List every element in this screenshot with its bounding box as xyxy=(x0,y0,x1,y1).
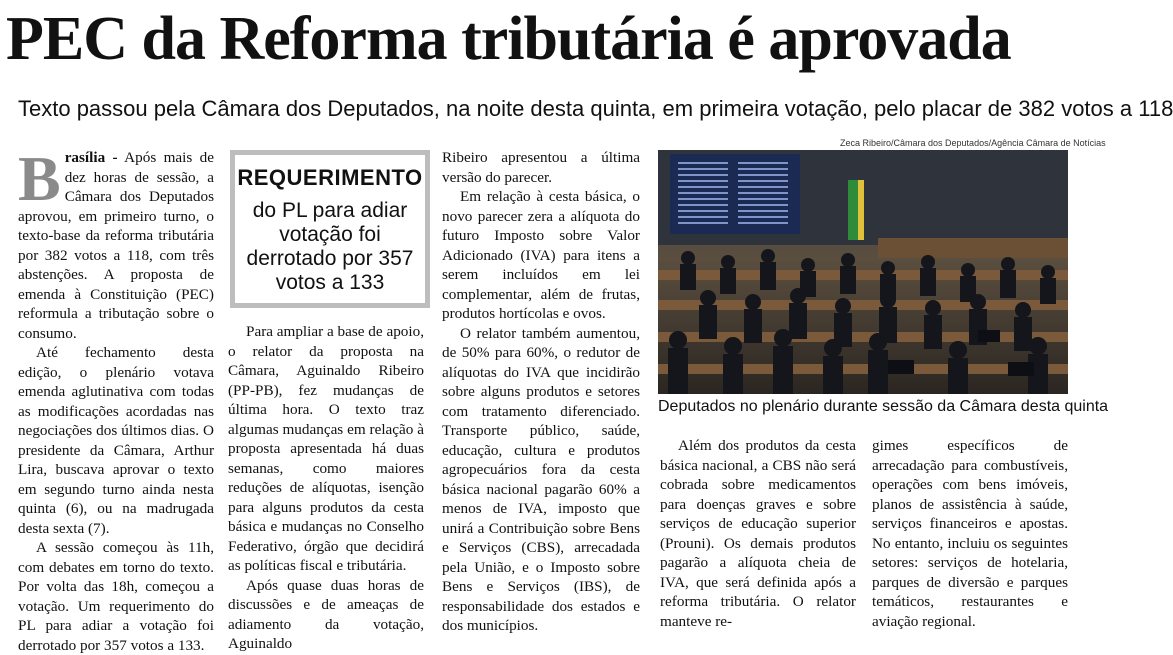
paragraph-8: O relator também aumentou, de 50% para 60%, o redutor de alíquotas do IVA que incidirão sobre alguns produtos e setores com tratamento diferenciado. Transporte público, saúde, educação, cultura e produtos agropecuários fora da cesta básica nacional pagarão 60% a menos de IVA, imposto que unirá a Contribuição sobre Bens e Serviços (CBS), arrecadada pela União, e o Imposto sobre Bens e Serviços (IBS), de responsabilidade dos estados e dos municípios. xyxy=(442,324,640,634)
paragraph-5: Após quase duas horas de discussões e de ameaças de adiamento da votação, Aguinaldo xyxy=(228,576,424,652)
article-column-4 xyxy=(660,436,856,631)
article-column-2 xyxy=(228,322,424,654)
highlight-box xyxy=(230,150,430,308)
subheadline: Texto passou pela Câmara dos Deputados, na noite desta quinta, em primeira votação, pelo placar de 382 votos a 118 xyxy=(18,96,1173,121)
paragraph-7: Em relação à cesta básica, o novo parecer zera a alíquota do futuro Imposto sobre Valor Adicionado (IVA) para itens a serem incluídos em lei complementar, além de frutas, produtos hortícolas e ovos. xyxy=(442,188,640,322)
article-column-3 xyxy=(442,148,640,636)
highlight-box-title: REQUERIMENTO xyxy=(237,165,423,190)
plenary-photo-image xyxy=(658,150,1068,394)
article-column-5 xyxy=(872,436,1068,631)
paragraph-2: Até fechamento desta edição, o plenário votava emenda aglutinativa com todas as modificações acordadas nas negociações dos últimos dias. O presidente da Câmara, Arthur Lira, buscava aprovar o texto em segundo turno ainda nesta quinta (6), ou na madrugada desta sexta (7). xyxy=(18,344,214,537)
article-column-1 xyxy=(18,143,214,655)
highlight-box-text: do PL para adiar votação foi derrotado por 357 votos a 133 xyxy=(246,199,414,294)
paragraph-6: Ribeiro apresentou a última versão do parecer. xyxy=(442,149,640,186)
headline: PEC da Reforma tributária é aprovada xyxy=(6,5,1011,73)
photo-credit: Zeca Ribeiro/Câmara dos Deputados/Agência Câmara de Notícias xyxy=(840,138,1106,148)
plenary-photo xyxy=(658,150,1068,394)
paragraph-text: Após mais de dez horas de sessão, a Câmara dos Deputados aprovou, em primeiro turno, o texto-base da reforma tributária por 382 votos a 118, com três abstenções. A proposta de emenda à Constituição (PEC) reformula a tributação sobre o consumo. xyxy=(18,149,214,342)
dateline: rasília - xyxy=(64,149,118,166)
drop-cap: B xyxy=(18,143,61,214)
paragraph-4: Para ampliar a base de apoio, o relator da proposta na Câmara, Aguinaldo Ribeiro (PP-PB), fez mudanças de última hora. O texto traz algumas mudanças em relação à proposta apresentada há duas semanas, como maiores reduções de alíquotas, isenção para alguns produtos da cesta básica e mudanças no Conselho Federativo, órgão que decidirá as políticas fiscal e tributária. xyxy=(228,323,424,574)
paragraph-3: A sessão começou às 11h, com debates em torno do texto. Por volta das 18h, começou a votação. Um requerimento do PL para adiar a votação foi derrotado por 357 votos a 133. xyxy=(18,539,214,654)
paragraph-10: gimes específicos de arrecadação para combustíveis, operações com bens imóveis, planos de assistência à saúde, serviços financeiros e apostas. No entanto, incluiu os seguintes setores: serviços de hotelaria, parques de diversão e parques temáticos, restaurantes e aviação regional. xyxy=(872,437,1068,630)
photo-caption: Deputados no plenário durante sessão da Câmara desta quinta xyxy=(658,398,1109,415)
paragraph-9: Além dos produtos da cesta básica nacional, a CBS não será cobrada sobre medicamentos para doenças graves e sobre serviços de educação superior (Prouni). Os demais produtos pagarão a alíquota cheia de IVA, que será definida após a reforma tributária. O relator manteve re- xyxy=(660,437,856,630)
paragraph-1 xyxy=(18,143,214,343)
